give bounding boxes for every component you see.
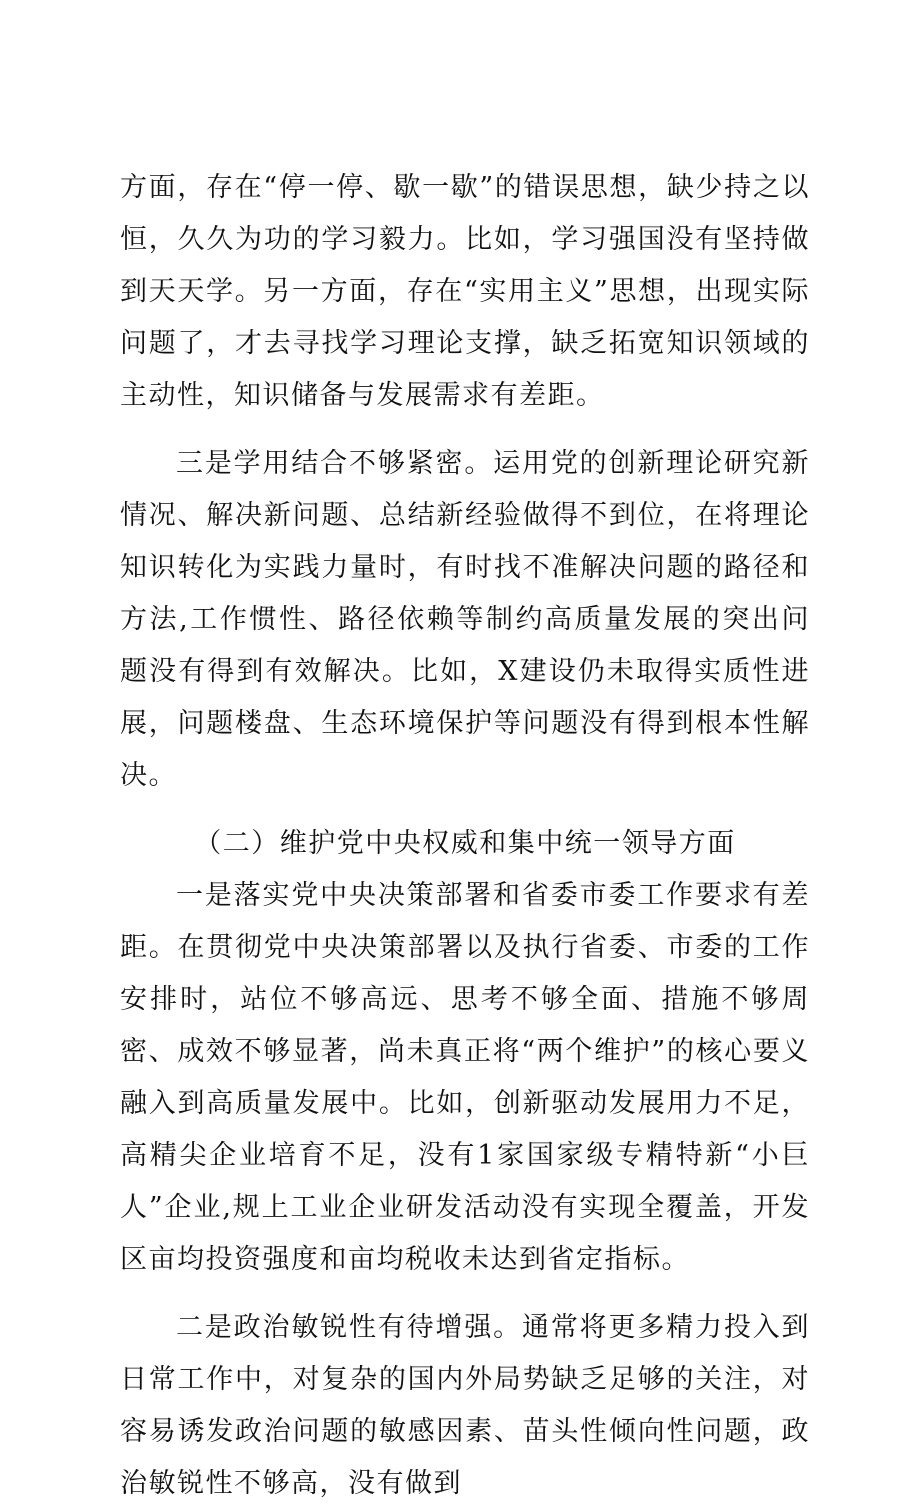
paragraph-continued: 方面，存在“停一停、歇一歇”的错误思想，缺少持之以恒，久久为功的学习毅力。比如，学习强国没有坚持做到天天学。另一方面，存在“实用主义”思想，出现实际问题了，才去寻找学习理论支撑，缺乏拓宽知识领域的主动性，知识储备与发展需求有差距。 — [120, 172, 810, 411]
paragraph-political-sensitivity: 二是政治敏锐性有待增强。通常将更多精力投入到日常工作中，对复杂的国内外局势缺乏足够的关注，对容易诱发政治问题的敏感因素、苗头性倾向性问题，政治敏锐性不够高，没有做到 — [120, 1312, 810, 1499]
document-body — [120, 162, 810, 1510]
section-heading: （二）维护党中央权威和集中统一领导方面 — [194, 828, 736, 859]
paragraph-implementation: 一是落实党中央决策部署和省委市委工作要求有差距。在贯彻党中央决策部署以及执行省委、市委的工作安排时，站位不够高远、思考不够全面、措施不够周密、成效不够显著，尚未真正将“两个维护”的核心要义融入到高质量发展中。比如，创新驱动发展用力不足，高精尖企业培育不足，没有1家国家级专精特新“小巨人”企业,规上工业企业研发活动没有实现全覆盖，开发区亩均投资强度和亩均税收未达到省定指标。 — [120, 880, 810, 1275]
paragraph-study-application: 三是学用结合不够紧密。运用党的创新理论研究新情况、解决新问题、总结新经验做得不到位，在将理论知识转化为实践力量时，有时找不准解决问题的路径和方法,工作惯性、路径依赖等制约高质量发展的突出问题没有得到有效解决。比如，X建设仍未取得实质性进展，问题楼盘、生态环境保护等问题没有得到根本性解决。 — [120, 448, 810, 791]
